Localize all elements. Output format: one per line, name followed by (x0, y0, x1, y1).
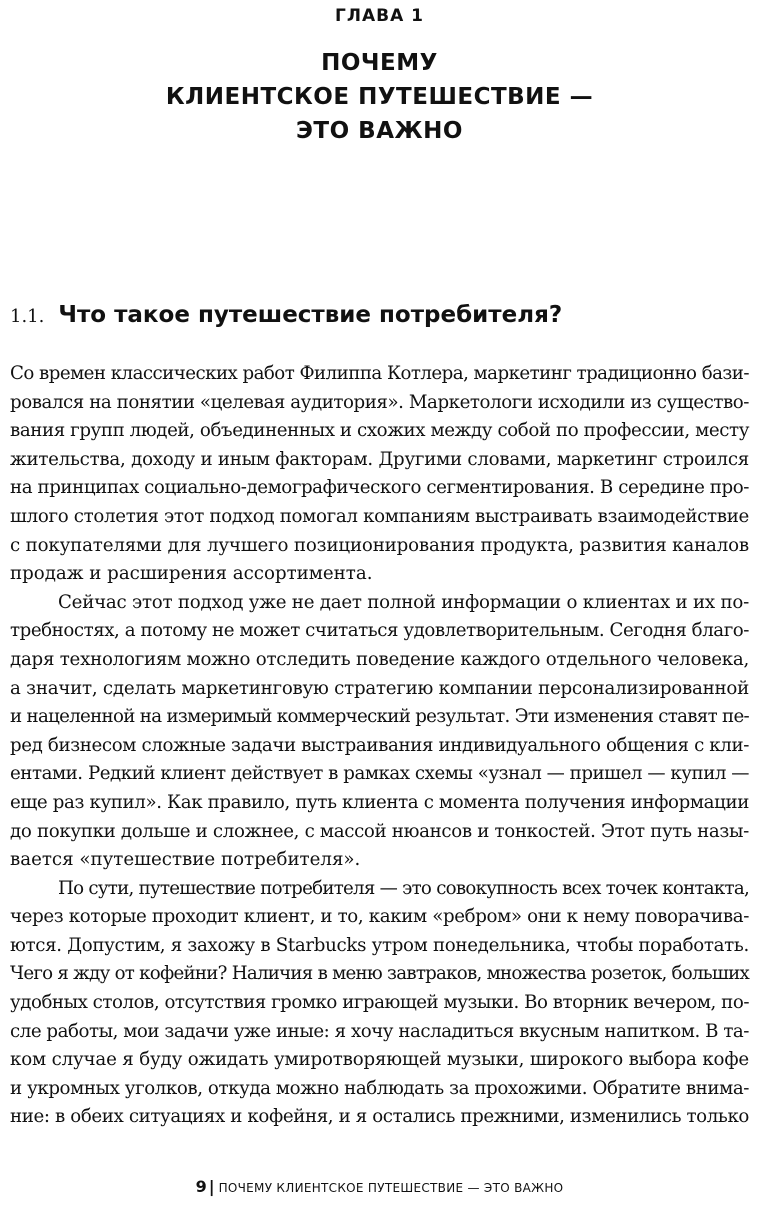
running-title: ПОЧЕМУ КЛИЕНТСКОЕ ПУТЕШЕСТВИЕ — ЭТО ВАЖНО (218, 1181, 564, 1195)
text-line: ются. Допустим, я захожу в Starbucks утром понедельника, чтобы поработать. (10, 934, 749, 956)
text-line: сле работы, мои задачи уже иные: я хочу насладиться вкусным напитком. В та- (10, 1020, 749, 1042)
text-line: ентами. Редкий клиент действует в рамках схемы «узнал — пришел — купил — (10, 763, 749, 785)
text-line: ком случае я буду ожидать умиротворяющей музыки, широкого выбора кофе (10, 1049, 749, 1071)
text-line: вания групп людей, объединенных и схожих между собой по профессии, месту (10, 420, 749, 442)
text-line: вается «путешествие потребителя». (10, 849, 361, 871)
text-line: жительства, доходу и иным факторам. Другими словами, маркетинг строился (10, 448, 749, 470)
chapter-title-line: ПОЧЕМУ (321, 50, 438, 76)
text-line: до покупки дольше и сложнее, с массой нюансов и тонкостей. Этот путь назы- (10, 820, 749, 842)
text-line: ровался на понятии «целевая аудитория». Маркетологи исходили из существо- (10, 391, 749, 413)
page-footer (0, 1177, 759, 1196)
text-line: требностях, а потому не может считаться удовлетворительным. Сегодня благо- (10, 620, 749, 642)
text-line: а значит, сделать маркетинговую стратегию компании персонализированной (10, 677, 749, 699)
text-line: Сейчас этот подход уже не дает полной информации о клиентах и их по- (58, 591, 749, 613)
chapter-title (0, 46, 759, 148)
text-line: даря технологиям можно отследить поведение каждого отдельного человека, (10, 648, 749, 670)
text-line: и нацеленной на измеримый коммерческий результат. Эти изменения ставят пе- (10, 706, 749, 728)
chapter-title-line: ЭТО ВАЖНО (296, 118, 463, 144)
text-line: шлого столетия этот подход помогал компаниям выстраивать взаимодействие (10, 505, 749, 527)
page-number: 9 (195, 1177, 207, 1196)
text-line: По сути, путешествие потребителя — это совокупность всех точек контакта, (58, 877, 749, 899)
footer-separator: | (208, 1177, 215, 1196)
section-heading (10, 302, 750, 328)
text-line: и укромных уголков, откуда можно наблюдать за прохожими. Обратите внима- (10, 1077, 749, 1099)
section-number: 1.1. (10, 306, 45, 327)
text-line: удобных столов, отсутствия громко играющей музыки. Во вторник вечером, по- (10, 992, 749, 1014)
text-line: продаж и расширения ассортимента. (10, 563, 373, 585)
text-line: с покупателями для лучшего позиционирования продукта, развития каналов (10, 534, 749, 556)
text-line: Чего я жду от кофейни? Наличия в меню завтраков, множества розеток, больших (10, 963, 749, 985)
text-line: еще раз купил». Как правило, путь клиента с момента получения информации (10, 791, 749, 813)
chapter-title-line: КЛИЕНТСКОЕ ПУТЕШЕСТВИЕ — (165, 84, 594, 110)
text-line: ние: в обеих ситуациях и кофейня, и я остались прежними, изменились только (10, 1106, 749, 1128)
text-line: через которые проходит клиент, и то, каким «ребром» они к нему поворачива- (10, 906, 749, 928)
text-line: Со времен классических работ Филиппа Котлера, маркетинг традиционно бази- (10, 363, 749, 384)
section-title: Что такое путешествие потребителя? (58, 302, 563, 328)
text-line: на принципах социально-демографического сегментирования. В середине про- (10, 477, 749, 499)
chapter-label: ГЛАВА 1 (335, 6, 424, 26)
text-line: ред бизнесом сложные задачи выстраивания индивидуального общения с кли- (10, 734, 749, 756)
body-text (10, 360, 749, 1132)
